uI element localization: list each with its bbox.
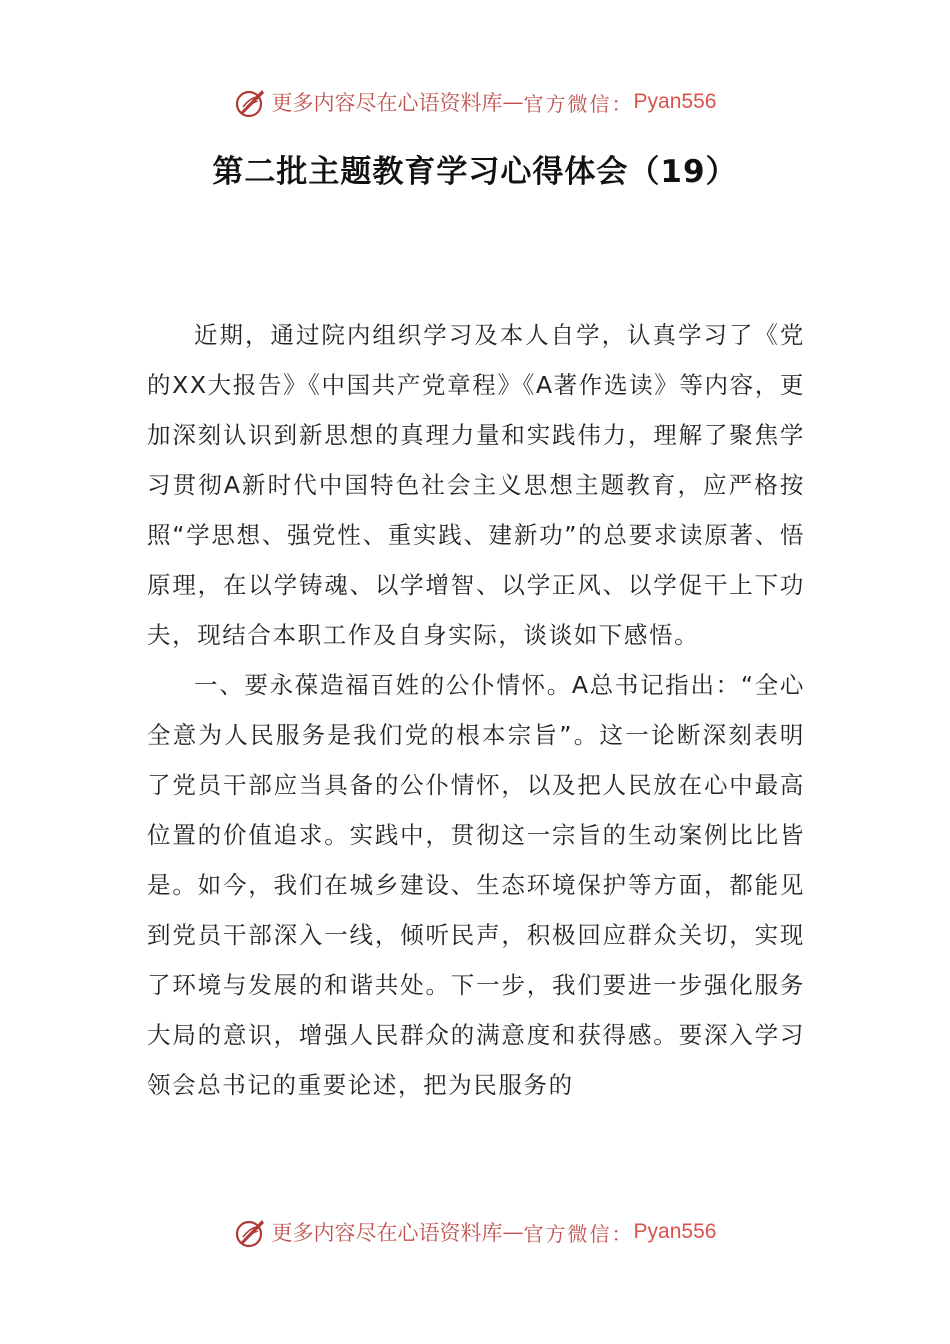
header-banner — [0, 82, 950, 122]
banner-wechat-id: Pyan556 — [633, 90, 717, 113]
footer-banner — [0, 1212, 950, 1252]
banner-text: 更多内容尽在心语资料库 — [271, 1221, 503, 1245]
quill-pen-logo-icon — [234, 1215, 268, 1249]
paragraph-intro: 近期，通过院内组织学习及本人自学，认真学习了《党的XX大报告》《中国共产党章程》《A著作选读》等内容，更加深刻认识到新思想的真理力量和实践伟力，理解了聚焦学习贯彻A新时代中国特色社会主义思想主题教育，应严格按照“学思想、强党性、重实践、建新功”的总要求读原著、悟原理，在以学铸魂、以学增智、以学正风、以学促干上下功夫，现结合本职工作及自身实际，谈谈如下感悟。 — [147, 321, 805, 649]
banner-text: 更多内容尽在心语资料库 — [271, 91, 503, 115]
paragraph-section-one: 一、要永葆造福百姓的公仆情怀。A总书记指出：“全心全意为人民服务是我们党的根本宗旨”。这一论断深刻表明了党员干部应当具备的公仆情怀，以及把人民放在心中最高位置的价值追求。实践中，贯彻这一宗旨的生动案例比比皆是。如今，我们在城乡建设、生态环境保护等方面，都能见到党员干部深入一线，倾听民声，积极回应群众关切，实现了环境与发展的和谐共处。下一步，我们要进一步强化服务大局的意识，增强人民群众的满意度和获得感。要深入学习领会总书记的重要论述，把为民服务的 — [147, 671, 805, 1099]
quill-pen-logo-icon — [234, 85, 268, 119]
document-body — [147, 310, 805, 1110]
banner-separator: — — [502, 1220, 524, 1244]
banner-wechat-id: Pyan556 — [633, 1220, 717, 1243]
banner-separator: — — [502, 90, 524, 114]
banner-wechat-label: 官方微信： — [523, 91, 634, 116]
page-title: 第二批主题教育学习心得体会（19） — [212, 154, 738, 190]
banner-wechat-label: 官方微信： — [523, 1221, 634, 1246]
